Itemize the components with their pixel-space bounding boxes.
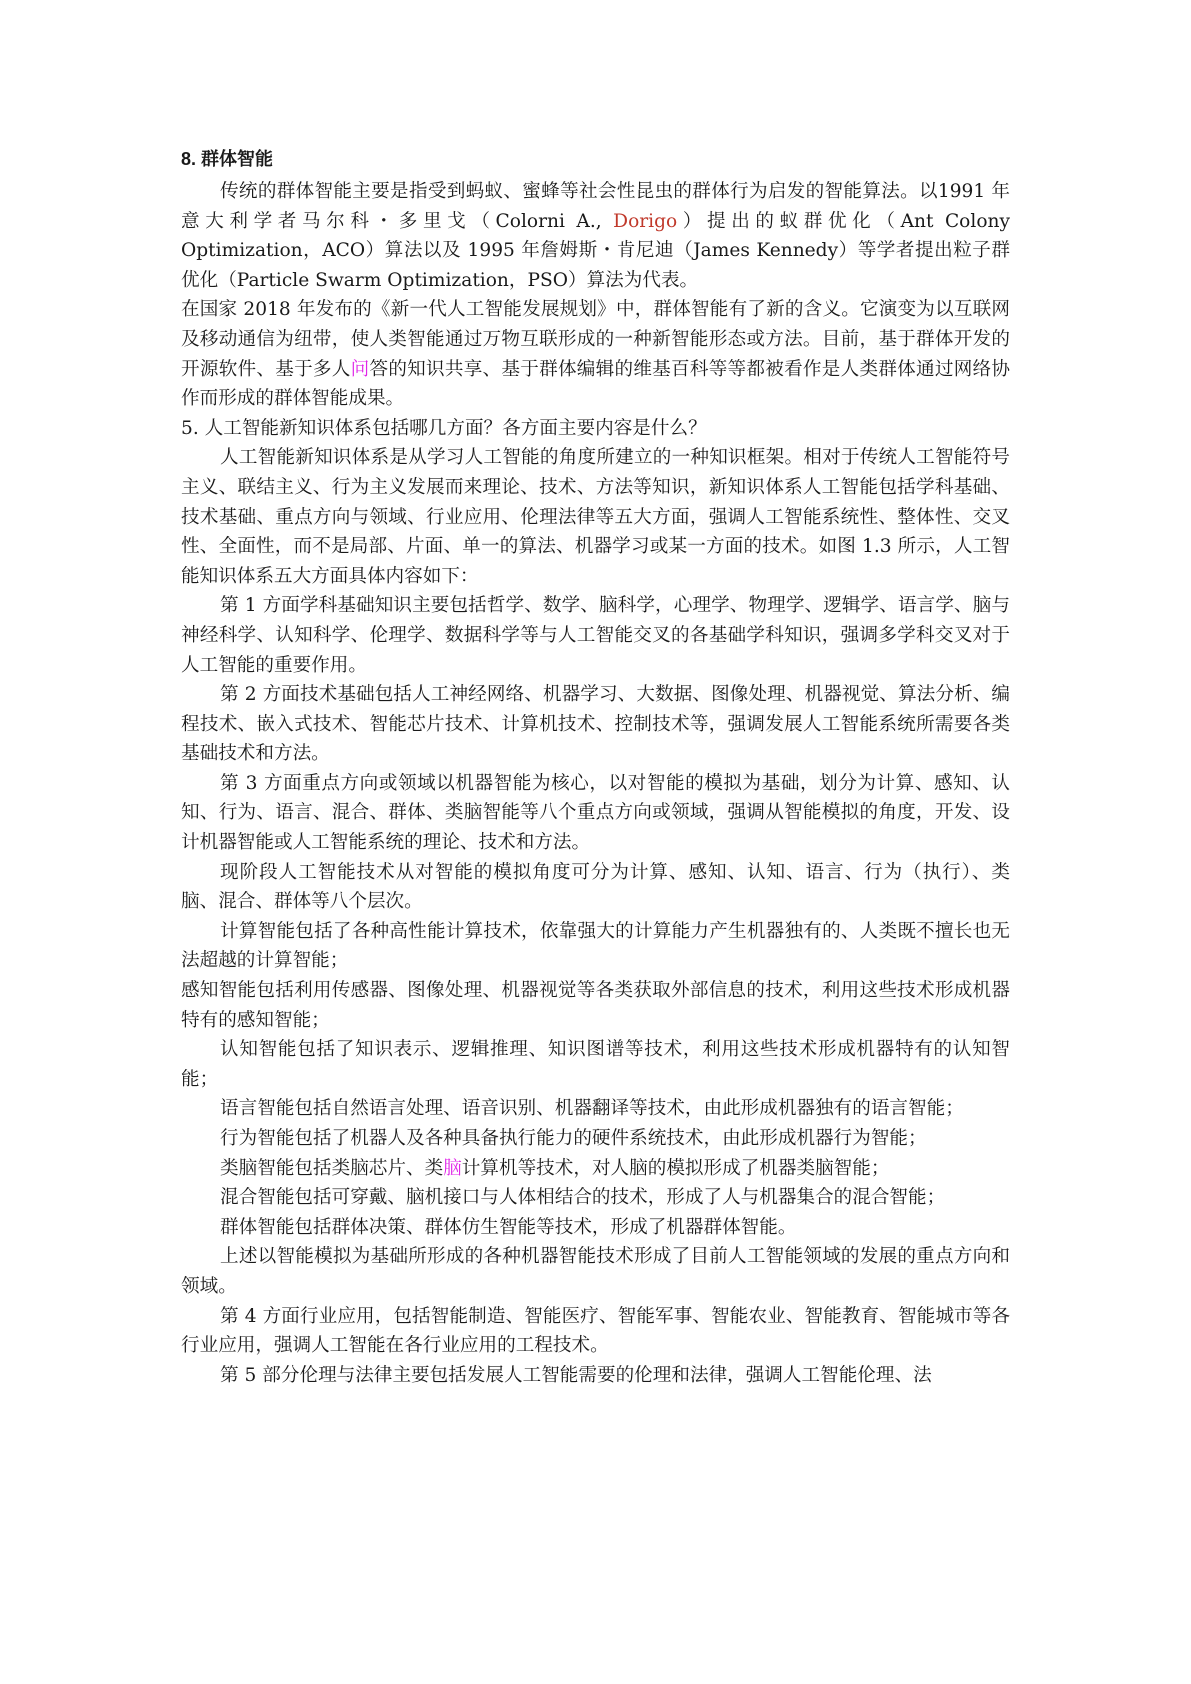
section-heading: 8. 群体智能 (181, 149, 274, 169)
paragraph-computing-intelligence: 计算智能包括了各种高性能计算技术，依靠强大的计算能力产生机器独有的、人类既不擅长也无法超越的计算智能； (181, 920, 1010, 972)
paragraph-aspect-1: 第 1 方面学科基础知识主要包括哲学、数学、脑科学，心理学、物理学、逻辑学、语言学、脑与神经科学、认知科学、伦理学、数据科学等与人工智能交叉的各基础学科知识，强调多学科交叉对于人工智能的重要作用。 (181, 595, 1010, 676)
paragraph-summary: 上述以智能模拟为基础所形成的各种机器智能技术形成了目前人工智能领域的发展的重点方向和领域。 (181, 1246, 1010, 1297)
paragraph-new-meaning (181, 295, 1010, 413)
paragraph-hybrid-intelligence: 混合智能包括可穿戴、脑机接口与人体相结合的技术，形成了人与机器集合的混合智能； (220, 1187, 946, 1209)
paragraph-aspect-4: 第 4 方面行业应用，包括智能制造、智能医疗、智能军事、智能农业、智能教育、智能城市等各行业应用，强调人工智能在各行业应用的工程技术。 (181, 1305, 1010, 1357)
paragraph-traditional-swarm (181, 177, 1010, 295)
paragraph-aspect-2: 第 2 方面技术基础包括人工神经网络、机器学习、大数据、图像处理、机器视觉、算法分析、编程技术、嵌入式技术、智能芯片技术、计算机技术、控制技术等，强调发展人工智能系统所需要各类基础技术和方法。 (181, 684, 1010, 765)
highlighted-char: 脑 (443, 1157, 462, 1179)
paragraph-cognitive-intelligence: 认知智能包括了知识表示、逻辑推理、知识图谱等技术，利用这些技术形成机器特有的认知智能； (181, 1039, 1010, 1090)
paragraph-perception-intelligence: 感知智能包括利用传感器、图像处理、机器视觉等各类获取外部信息的技术，利用这些技术形成机器特有的感知智能； (181, 980, 1010, 1031)
paragraph-brain-like-intelligence (181, 1154, 1010, 1184)
text-run: 在国家 2018 年发布的《新一代人工智能发展规划》中，群体智能有了新的含义。它演变为以互联网及移动通信为纽带，使人类智能通过万物互联形成的一种新智能形态或方法。目前，基于群体开发的开源软件、基于多人 (181, 299, 1010, 380)
question-5: 5. 人工智能新知识体系包括哪几方面？各方面主要内容是什么？ (181, 417, 707, 439)
paragraph-aspect-3: 第 3 方面重点方向或领域以机器智能为核心，以对智能的模拟为基础，划分为计算、感知、认知、行为、语言、混合、群体、类脑智能等八个重点方向或领域，强调从智能模拟的角度，开发、设计机器智能或人工智能系统的理论、技术和方法。 (181, 772, 1010, 854)
highlighted-char: 问 (350, 358, 370, 380)
paragraph-behavior-intelligence: 行为智能包括了机器人及各种具备执行能力的硬件系统技术，由此形成机器行为智能； (220, 1128, 927, 1149)
paragraph-aspect-5: 第 5 部分伦理与法律主要包括发展人工智能需要的伦理和法律，强调人工智能伦理、法 (220, 1364, 932, 1386)
text-run: 答的知识共享、基于群体编辑的维基百科等等都被看作是人类群体通过网络协作而形成的群体智能成果。 (181, 358, 1010, 410)
text-run: ）提出的蚁群优化（Ant Colony Optimization，ACO）算法以及 1995 年詹姆斯・肯尼迪（James Kennedy）等学者提出粒子群优化（Particle Swarm Optimization，PSO）算法为代表。 (181, 210, 1010, 291)
text-run: 计算机等技术，对人脑的模拟形成了机器类脑智能； (461, 1157, 890, 1179)
paragraph-eight-levels: 现阶段人工智能技术从对智能的模拟角度可分为计算、感知、认知、语言、行为（执行）、类脑、混合、群体等八个层次。 (181, 861, 1010, 913)
text-run: 传统的群体智能主要是指受到蚂蚁、蜜蜂等社会性昆虫的群体行为启发的智能算法。以1991 年意大利学者马尔科・多里戈（Colorni A., (181, 181, 1010, 232)
paragraph-language-intelligence: 语言智能包括自然语言处理、语音识别、机器翻译等技术，由此形成机器独有的语言智能； (220, 1098, 964, 1120)
paragraph-knowledge-framework: 人工智能新知识体系是从学习人工智能的角度所建立的一种知识框架。相对于传统人工智能符号主义、联结主义、行为主义发展而来理论、技术、方法等知识，新知识体系人工智能包括学科基础、技术基础、重点方向与领域、行业应用、伦理法律等五大方面，强调人工智能系统性、整体性、交叉性、全面性，而不是局部、片面、单一的算法、机器学习或某一方面的技术。如图 1.3 所示，人工智能知识体系五大方面具体内容如下： (181, 447, 1010, 587)
text-run: 类脑智能包括类脑芯片、类 (220, 1157, 444, 1179)
highlighted-name: Dorigo (613, 210, 678, 232)
paragraph-swarm-intelligence: 群体智能包括群体决策、群体仿生智能等技术，形成了机器群体智能。 (220, 1216, 797, 1238)
